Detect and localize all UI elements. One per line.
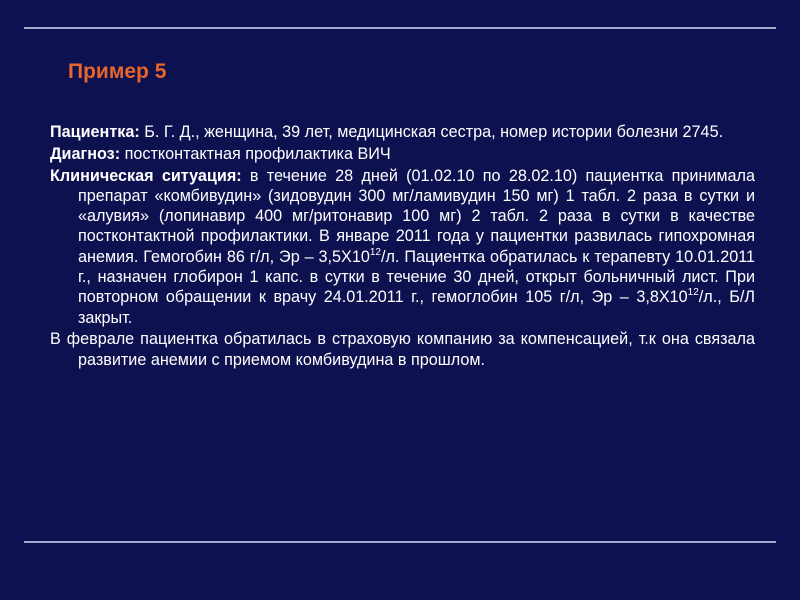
clinical-situation-label: Клиническая ситуация:: [50, 166, 242, 185]
clinical-situation-text-3: /л., Б/Л закрыт.: [78, 288, 755, 327]
bottom-divider: [24, 541, 776, 543]
top-divider: [24, 27, 776, 29]
patient-text: Б. Г. Д., женщина, 39 лет, медицинская сестра, номер истории болезни 2745.: [139, 123, 724, 141]
february-paragraph: [50, 329, 755, 370]
clinical-situation-paragraph: [50, 166, 755, 328]
diagnosis-label: Диагноз:: [50, 144, 121, 163]
slide-body: [50, 122, 755, 372]
clinical-situation-text-1: в течение 28 дней (01.02.10 по 28.02.10) пациентка принимала препарат «комбивудин» (зидовудин 300 мг/ламивудин 150 мг) 1 табл. 2 раза в сутки и «алувия» (лопинавир 400 мг/ритонавир 100 мг) 2 табл. 2 раза в сутки в качестве постконтактной профилактики. В январе 2011 года у пациентки развилась гипохромная анемия. Гемогобин 86 г/л, Эр – 3,5Х10: [78, 166, 756, 266]
diagnosis-text: постконтактная профилактика ВИЧ: [120, 144, 391, 163]
exponent-1: 12: [369, 246, 381, 258]
exponent-2: 12: [687, 287, 699, 299]
slide-title: Пример 5: [68, 60, 167, 83]
diagnosis-paragraph: [50, 144, 755, 164]
patient-paragraph: [50, 122, 755, 142]
clinical-situation-text-2: /л. Пациентка обратилась к терапевту 10.01.2011 г., назначен глобирон 1 капс. в сутки в течение 30 дней, открыт больничный лист. При повторном обращении к врачу 24.01.2011 г., гемоглобин 105 г/л, Эр – 3,8Х10: [78, 247, 755, 307]
february-text: В феврале пациентка обратилась в страховую компанию за компенсацией, т.к она связала развитие анемии с приемом комбивудина в прошлом.: [50, 330, 755, 369]
patient-label: Пациентка:: [50, 123, 140, 141]
